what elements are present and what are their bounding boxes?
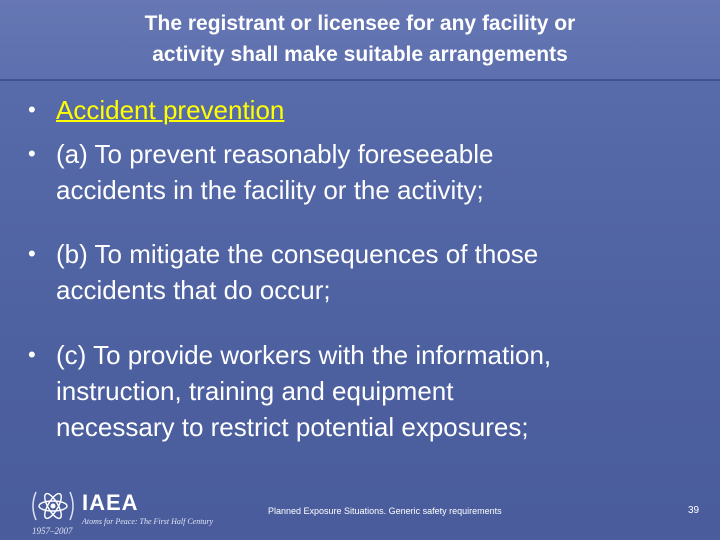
bullet-line: necessary to restrict potential exposures;	[56, 412, 529, 442]
bullet-text	[56, 236, 686, 308]
iaea-atom-emblem-icon	[28, 484, 78, 528]
title-line-1: The registrant or licensee for any facility or	[144, 12, 576, 35]
bullet-dot-icon: •	[28, 241, 36, 266]
footer-caption: Planned Exposure Situations. Generic safety requirements	[268, 506, 502, 516]
bullet-dot-icon: •	[28, 97, 36, 122]
bullet-line: accidents in the facility or the activity;	[56, 175, 484, 205]
bullet-line: (b) To mitigate the consequences of those	[56, 239, 539, 269]
page-number: 39	[688, 505, 700, 516]
bullet-dot-icon: •	[28, 342, 36, 367]
bullet-text	[56, 136, 686, 208]
iaea-logo	[28, 484, 218, 538]
title-line-2: activity shall make suitable arrangements	[152, 43, 568, 66]
bullet-line: (a) To prevent reasonably foreseeable	[56, 139, 494, 169]
bullet-text	[56, 337, 686, 445]
logo-name: IAEA	[82, 490, 139, 515]
bullet-dot-icon: •	[28, 141, 36, 166]
bullet-heading-text	[56, 92, 686, 128]
bullet-line: instruction, training and equipment	[56, 376, 454, 406]
bullet-line: (c) To provide workers with the information,	[56, 340, 552, 370]
bullet-line: accidents that do occur;	[56, 275, 331, 305]
logo-tagline: Atoms for Peace: The First Half Century	[82, 517, 214, 526]
bullet-line: Accident prevention	[56, 95, 285, 125]
logo-years: 1957–2007	[32, 526, 73, 536]
